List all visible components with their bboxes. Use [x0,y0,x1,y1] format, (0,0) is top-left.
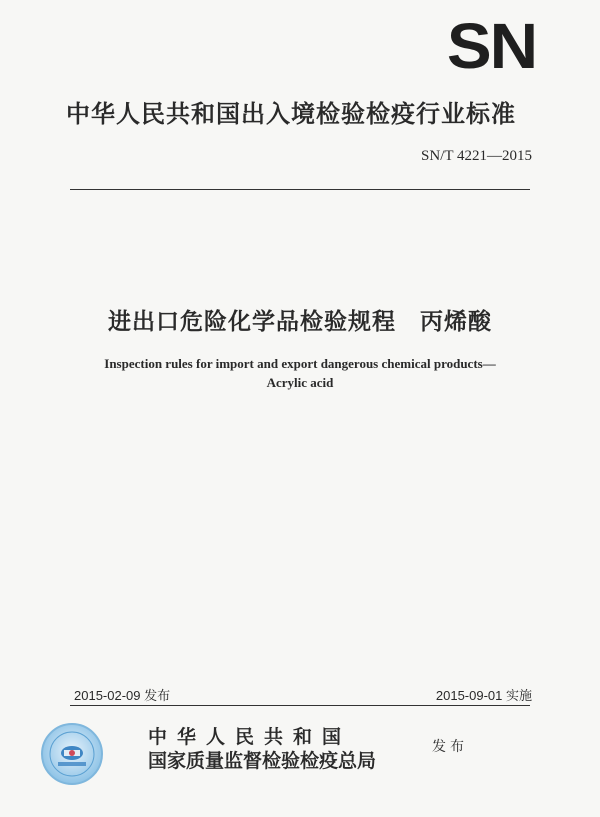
issue-date: 2015-02-09 发布 [74,688,171,703]
bottom-divider [70,705,530,706]
english-title-line-2: Acrylic acid [266,375,334,390]
standard-code: SN/T 4221—2015 [421,148,532,164]
issuer-line-2: 国家质量监督检验检疫总局 [148,750,377,772]
issuer-line-1: 中华人民共和国 [148,726,352,748]
top-divider [70,189,530,190]
english-title [0,354,600,392]
anti-counterfeit-seal-icon [40,722,104,786]
english-title-line-1: Inspection rules for import and export dangerous chemical products— [104,356,496,371]
implementation-date: 2015-09-01 实施 [435,688,532,703]
chinese-title: 进出口危险化学品检验规程 丙烯酸 [108,309,492,335]
publish-label: 发布 [432,739,468,755]
issuing-body-title: 中华人民共和国出入境检验检疫行业标准 [66,100,516,128]
sn-logo: SN [446,10,537,82]
